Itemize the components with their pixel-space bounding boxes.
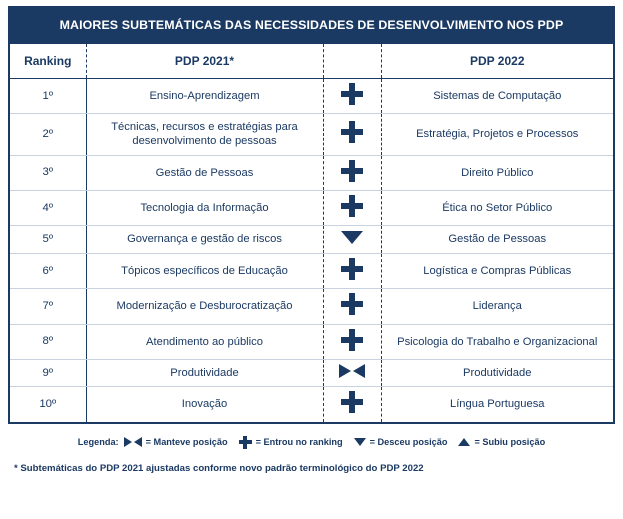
rank-cell: 7º <box>10 289 86 324</box>
rank-cell: 2º <box>10 113 86 155</box>
footnote: * Subtemáticas do PDP 2021 ajustadas conforme novo padrão terminológico do PDP 2022 <box>14 462 424 474</box>
rank-cell: 8º <box>10 324 86 359</box>
table-row <box>10 289 613 324</box>
table-row <box>10 387 613 422</box>
table-row <box>10 359 613 387</box>
pdp-2021-cell: Tecnologia da Informação <box>86 190 323 225</box>
status-cell <box>323 78 381 113</box>
pdp-2021-cell: Atendimento ao público <box>86 324 323 359</box>
ranking-table <box>10 44 613 422</box>
pdp-2022-cell: Língua Portuguesa <box>449 398 545 411</box>
legend-item-label: = Entrou no ranking <box>255 437 343 448</box>
table-title: MAIORES SUBTEMÁTICAS DAS NECESSIDADES DE DESENVOLVIMENTO NOS PDP <box>10 8 613 44</box>
legend-item-label: = Manteve posição <box>145 437 228 448</box>
plus-icon <box>239 436 252 449</box>
legend <box>8 424 615 455</box>
plus-icon <box>341 258 363 280</box>
legend-item-down <box>354 437 448 447</box>
plus-icon <box>341 329 363 351</box>
rank-cell: 4º <box>10 190 86 225</box>
status-cell <box>323 226 381 254</box>
pdp-2021-cell: Produtividade <box>86 359 323 387</box>
pdp-2022-cell: Gestão de Pessoas <box>381 226 613 254</box>
pdp-2022-cell: Ética no Setor Público <box>381 190 613 225</box>
legend-item-entered <box>239 436 343 449</box>
plus-icon <box>341 121 363 143</box>
plus-icon <box>341 195 363 217</box>
legend-item-label: = Subiu posição <box>474 437 546 448</box>
plus-icon <box>341 83 363 105</box>
pdp-2022-cell: Produtividade <box>381 359 613 387</box>
ranking-table-container <box>8 6 615 424</box>
pdp-2022-cell: Estratégia, Projetos e Processos <box>381 113 613 155</box>
status-cell <box>323 387 381 422</box>
table-row <box>10 253 613 288</box>
pdp-2021-cell: Gestão de Pessoas <box>86 155 323 190</box>
status-cell <box>323 190 381 225</box>
status-cell <box>323 155 381 190</box>
legend-title: Legenda: <box>77 437 119 448</box>
column-header-status <box>323 44 381 79</box>
status-cell <box>323 113 381 155</box>
down-icon <box>341 231 363 244</box>
pdp-2021-cell: Modernização e Desburocratização <box>86 289 323 324</box>
status-cell <box>323 289 381 324</box>
column-header-ranking: Ranking <box>10 44 86 79</box>
legend-item-kept <box>124 437 228 447</box>
plus-icon <box>341 293 363 315</box>
rank-cell: 3º <box>10 155 86 190</box>
table-row <box>10 226 613 254</box>
status-cell <box>323 324 381 359</box>
table-row <box>10 155 613 190</box>
pdp-2021-cell: Ensino-Aprendizagem <box>86 78 323 113</box>
table-header-row <box>10 44 613 79</box>
down-icon <box>354 438 366 446</box>
rank-cell: 9º <box>10 359 86 387</box>
status-cell <box>323 253 381 288</box>
rank-cell: 10º <box>10 387 86 422</box>
table-body <box>10 78 613 422</box>
pdp-2022-cell: Sistemas de Computação <box>381 78 613 113</box>
plus-icon <box>341 160 363 182</box>
rank-cell: 1º <box>10 78 86 113</box>
status-cell <box>323 359 381 387</box>
pdp-2021-cell: Técnicas, recursos e estratégias para desenvolvimento de pessoas <box>86 113 323 155</box>
kept-icon <box>339 364 365 378</box>
legend-item-up <box>458 437 545 447</box>
table-row <box>10 190 613 225</box>
pdp-2022-cell: Direito Público <box>381 155 613 190</box>
rank-cell: 6º <box>10 253 86 288</box>
pdp-2022-cell: Liderança <box>381 289 613 324</box>
table-row <box>10 324 613 359</box>
kept-icon <box>124 437 142 447</box>
plus-icon <box>341 391 363 413</box>
column-header-pdp-2021: PDP 2021* <box>86 44 323 79</box>
up-icon <box>458 438 470 446</box>
pdp-2021-cell: Inovação <box>181 398 228 411</box>
table-row <box>10 113 613 155</box>
pdp-2022-cell: Psicologia do Trabalho e Organizacional <box>381 324 613 359</box>
pdp-2021-cell: Tópicos específicos de Educação <box>86 253 323 288</box>
pdp-2022-cell: Logística e Compras Públicas <box>381 253 613 288</box>
legend-item-label: = Desceu posição <box>369 437 448 448</box>
pdp-2021-cell: Governança e gestão de riscos <box>86 226 323 254</box>
column-header-pdp-2022: PDP 2022 <box>381 44 613 79</box>
table-row <box>10 78 613 113</box>
rank-cell: 5º <box>10 226 86 254</box>
